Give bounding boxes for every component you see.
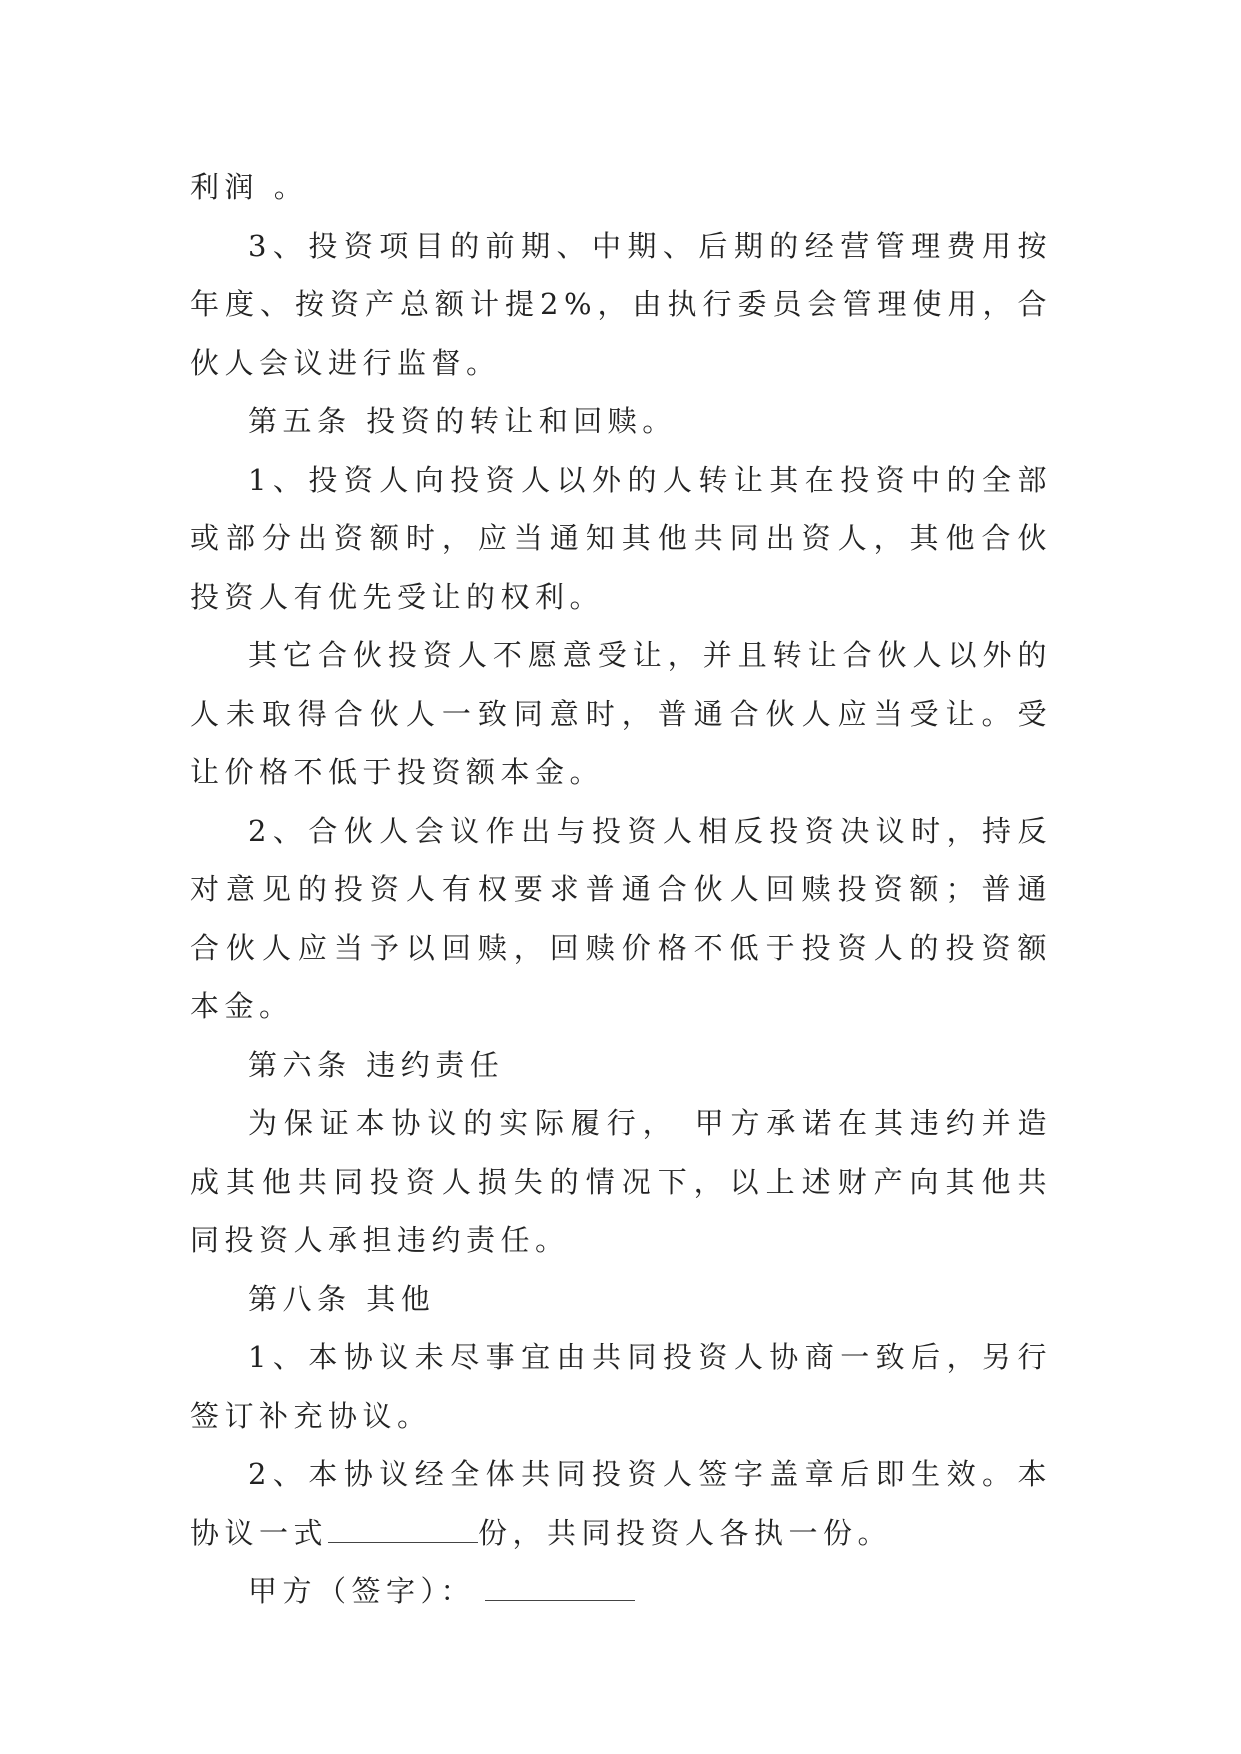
paragraph-transfer-2: 2、合伙人会议作出与投资人相反投资决议时，持反对意见的投资人有权要求普通合伙人回赎投资额；普通合伙人应当予以回赎，回赎价格不低于投资人的投资额本金。 (190, 813, 1052, 1023)
paragraph-copies-clause (190, 1445, 1052, 1562)
article-8-heading: 第八条 其他 (248, 1281, 436, 1316)
paragraph-profit-end: 利润 。 (190, 170, 309, 204)
paragraph-management-fee: 3、投资项目的前期、中期、后期的经营管理费用按年度、按资产总额计提2%，由执行委员会管理使用，合伙人会议进行监督。 (190, 228, 1052, 380)
article-5-heading: 第五条 投资的转让和回赎。 (248, 404, 677, 438)
paragraph-liability: 为保证本协议的实际履行， 甲方承诺在其违约并造成其他共同投资人损失的情况下，以上述财产向其他共同投资人承担违约责任。 (190, 1106, 1052, 1257)
paragraph-transfer-other: 其它合伙投资人不愿意受让，并且转让合伙人以外的人未取得合伙人一致同意时，普通合伙人应当受让。受让价格不低于投资额本金。 (190, 638, 1052, 789)
paragraph-other-1: 1、本协议未尽事宜由共同投资人协商一致后，另行签订补充协议。 (190, 1340, 1052, 1433)
signature-label: 甲方（签字）： (248, 1574, 476, 1608)
signature-line (190, 1562, 1052, 1621)
copies-clause-before: 2、本协议经全体共同投资人签字盖章后即生效。本协议一式 (190, 1457, 1052, 1550)
document-body (190, 158, 1052, 1621)
signature-blank-line (485, 1570, 635, 1601)
paragraph-transfer-1: 1、投资人向投资人以外的人转让其在投资中的全部或部分出资额时，应当通知其他共同出资人，其他合伙投资人有优先受让的权利。 (190, 462, 1052, 614)
copies-clause-after: 份，共同投资人各执一份。 (478, 1515, 893, 1550)
copies-blank-line (328, 1512, 478, 1543)
article-6-heading: 第六条 违约责任 (248, 1047, 505, 1082)
